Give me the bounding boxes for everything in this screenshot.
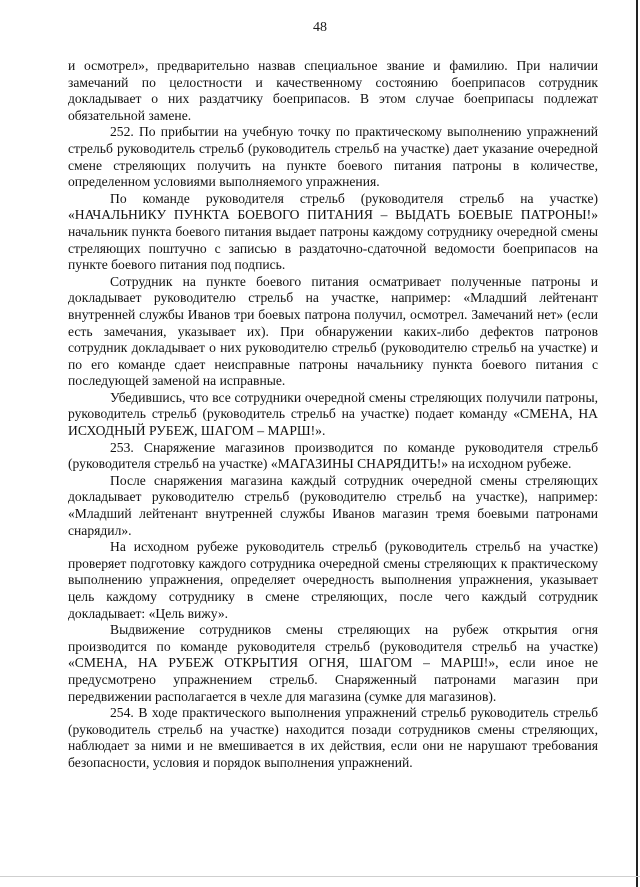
page-number: 48: [313, 20, 327, 35]
paragraph-cartridge-inspection: Сотрудник на пункте боевого питания осматривает полученные патроны и докладывает руководителю стрельб на участке, например: «Младший лейтенант внутренней службы Иванов три боевых патрона получил, осмотрел. Замечаний нет» (если есть замечания, указывает их). При обнаружении каких-либо дефектов патронов сотрудник докладывает о них руководителю стрельб (руководителю стрельб на участке) и по его команде сдает неисправные патроны начальнику пункта боевого питания с последующей заменой на исправные.: [68, 273, 598, 389]
paragraph-253: 253. Снаряжение магазинов производится по команде руководителя стрельб (руководителя стрельб на участке) «МАГАЗИНЫ СНАРЯДИТЬ!» на исходном рубеже.: [68, 439, 598, 472]
scan-edge-bottom: [0, 876, 640, 877]
paragraph-command-to-start-line: Убедившись, что все сотрудники очередной смены стреляющих получили патроны, руководитель стрельб (руководитель стрельб на участке) подает команду «СМЕНА, НА ИСХОДНЫЙ РУБЕЖ, ШАГОМ – МАРШ!».: [68, 389, 598, 439]
paragraph-252: 252. По прибытии на учебную точку по практическому выполнению упражнений стрельб руководитель стрельб (руководитель стрельб на участке) дает указание очередной смене стреляющих получить на пункте боевого питания патроны в количестве, определенном условиями выполняемого упражнения.: [68, 124, 598, 190]
paragraph-magazine-report: После снаряжения магазина каждый сотрудник очередной смены стреляющих докладывает руководителю стрельб (руководителю стрельб на участке), например: «Младший лейтенант внутренней службы Иванов магазин тремя боевыми патронами снарядил».: [68, 472, 598, 538]
document-body: [68, 58, 598, 772]
scan-edge-right: [636, 0, 638, 887]
paragraph-advance-to-firing-line: Выдвижение сотрудников смены стреляющих на рубеж открытия огня производится по команде руководителя стрельб (руководителя стрельб на участке) «СМЕНА, НА РУБЕЖ ОТКРЫТИЯ ОГНЯ, ШАГОМ – МАРШ!», если иное не предусмотрено упражнением стрельб. Снаряженный патронами магазин при передвижении располагается в чехле для магазина (сумке для магазинов).: [68, 622, 598, 704]
paragraph-start-line-check: На исходном рубеже руководитель стрельб (руководитель стрельб на участке) проверяет подготовку каждого сотрудника очередной смены стреляющих к практическому выполнению упражнения, определяет очередность выполнения упражнения, указывает цель каждому сотруднику в смене стреляющих, после чего каждый сотрудник докладывает: «Цель вижу».: [68, 539, 598, 621]
paragraph-continuation: и осмотрел», предварительно назвав специальное звание и фамилию. При наличии замечаний по целостности и качественному состоянию боеприпасов сотрудник докладывает о них раздатчику боеприпасов. В этом случае боеприпасы подлежат обязательной замене.: [68, 58, 598, 123]
paragraph-command-issue-cartridges: По команде руководителя стрельб (руководителя стрельб на участке) «НАЧАЛЬНИКУ ПУНКТА БОЕВОГО ПИТАНИЯ – ВЫДАТЬ БОЕВЫЕ ПАТРОНЫ!» начальник пункта боевого питания выдает патроны каждому сотруднику очередной смены стреляющих поштучно с записью в раздаточно-сдаточной ведомости боеприпасов на пункте боевого питания под подпись.: [68, 190, 598, 273]
paragraph-254: 254. В ходе практического выполнения упражнений стрельб руководитель стрельб (руководитель стрельб на участке) находится позади сотрудников смены стреляющих, наблюдает за ними и не вмешивается в их действия, если они не нарушают требования безопасности, условия и порядок выполнения упражнений.: [68, 705, 598, 770]
